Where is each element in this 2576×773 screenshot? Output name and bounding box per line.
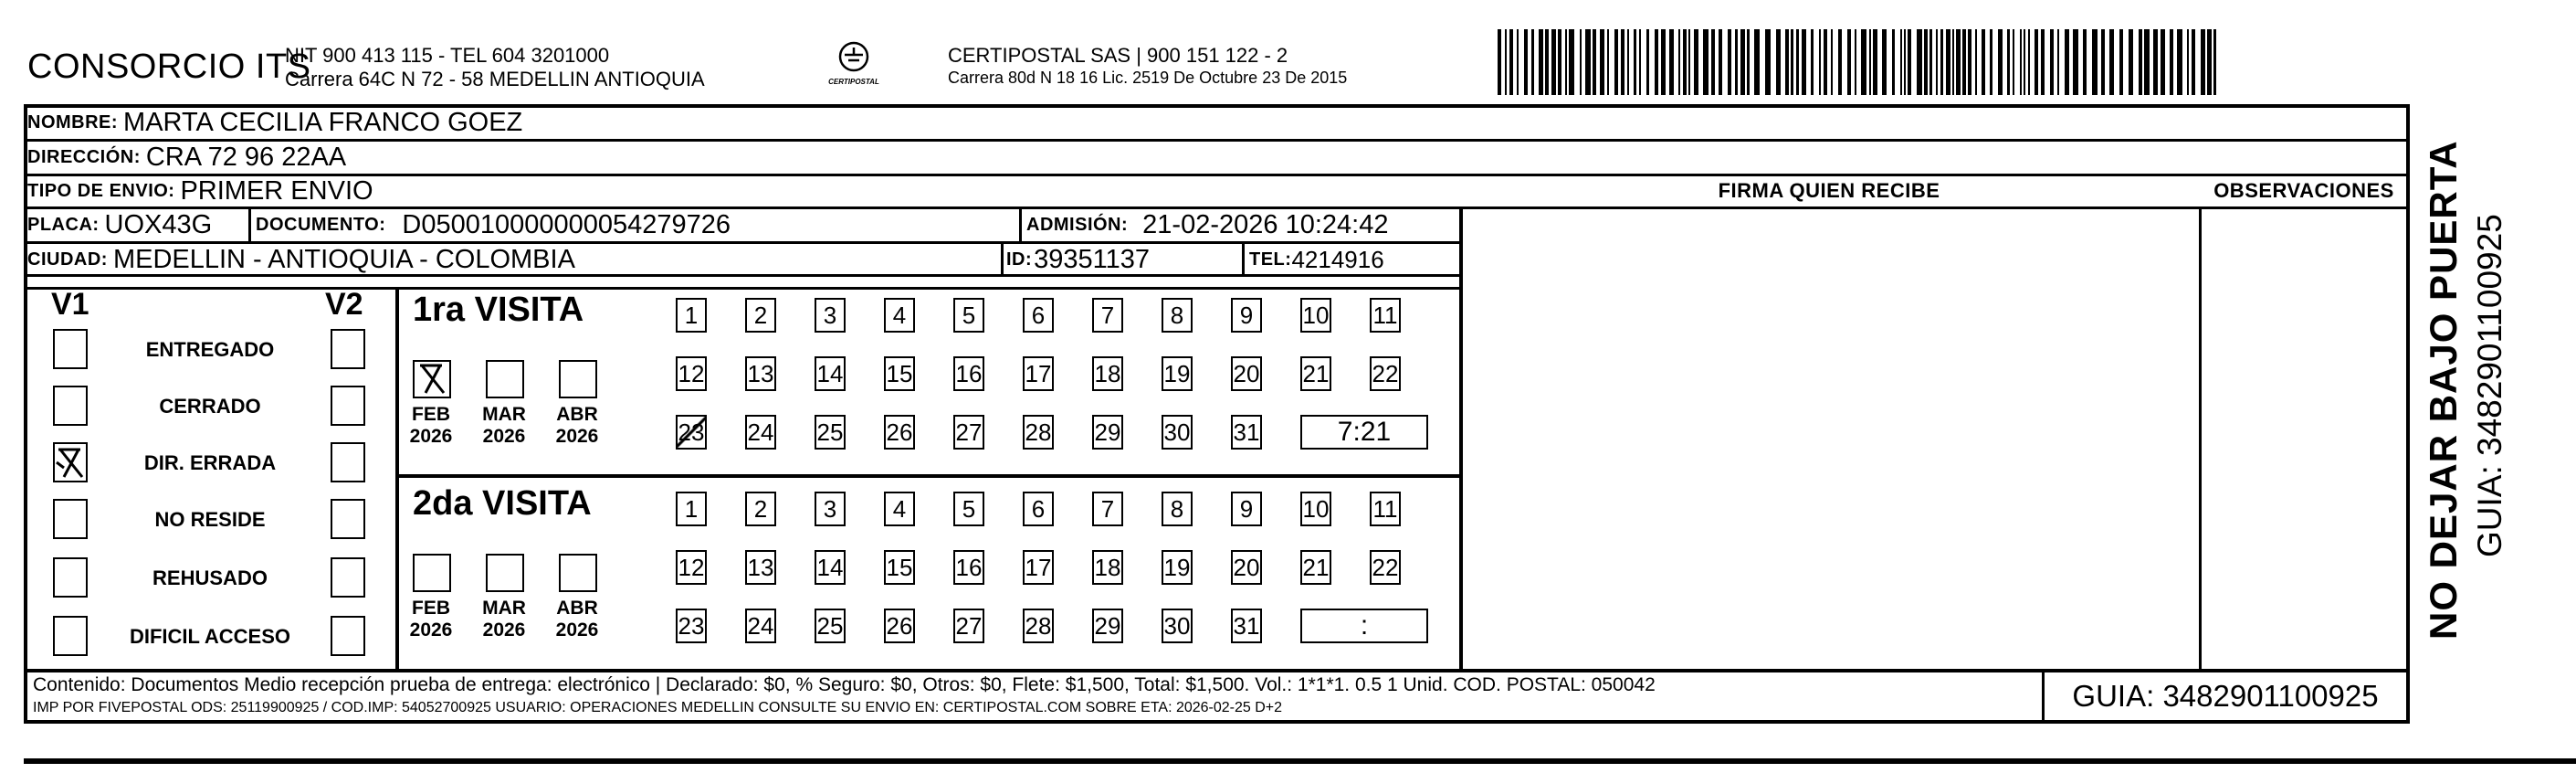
certipostal-logo-icon <box>837 40 870 73</box>
v2-checkbox[interactable] <box>331 442 365 482</box>
day-box[interactable]: 7 <box>1092 298 1123 333</box>
barcode-bar <box>1735 29 1738 95</box>
day-box[interactable]: 10 <box>1300 492 1331 526</box>
id-value: 39351137 <box>1034 244 1151 274</box>
month-label: ABR 2026 <box>555 404 599 447</box>
barcode-bar <box>2024 29 2025 95</box>
second-visit-title: 2da VISITA <box>413 484 592 523</box>
option-label: NO RESIDE <box>154 508 266 531</box>
barcode-bar <box>1524 29 1528 95</box>
company-name: CONSORCIO ITS <box>27 48 311 86</box>
v1-checkbox[interactable] <box>53 616 88 656</box>
barcode-bar <box>1802 29 1806 95</box>
barcode-bar <box>2129 29 2133 95</box>
tipo-envio-value: PRIMER ENVIO <box>180 175 373 206</box>
barcode-bar <box>1855 29 1856 95</box>
barcode-bar <box>1517 29 1519 95</box>
month-checkbox-abr[interactable] <box>559 554 597 592</box>
barcode-bar <box>1509 29 1513 95</box>
day-box[interactable]: 26 <box>884 609 915 643</box>
day-box[interactable]: 29 <box>1092 415 1123 450</box>
barcode-bar <box>2028 29 2030 95</box>
tel-cell <box>1249 243 1384 276</box>
day-box[interactable]: 13 <box>745 550 776 585</box>
barcode-bar <box>1545 29 1549 95</box>
visit-time-box[interactable]: : <box>1300 609 1428 643</box>
barcode-bar <box>1819 29 1821 95</box>
barcode-bar <box>1569 29 1574 95</box>
v2-checkbox[interactable] <box>331 329 365 369</box>
barcode-bar <box>2050 29 2054 95</box>
barcode-bar <box>1929 29 1932 95</box>
day-box[interactable]: 21 <box>1300 356 1331 391</box>
footer-print-info: IMP POR FIVEPOSTAL ODS: 25119900925 / COD.IMP: 54052700925 USUARIO: OPERACIONES MEDELLIN CONSULTE SU ENVIO EN: CERTIPOSTAL.COM SOBRE ETA: 2026-02-25 D+2 <box>33 700 1283 715</box>
option-label: REHUSADO <box>152 567 268 589</box>
day-box[interactable]: 5 <box>953 298 984 333</box>
direccion-value: CRA 72 96 22AA <box>145 142 347 172</box>
ciudad-value: MEDELLIN - ANTIOQUIA - COLOMBIA <box>112 244 575 274</box>
day-box[interactable]: 15 <box>884 356 915 391</box>
day-box[interactable]: 15 <box>884 550 915 585</box>
tel-label: TEL: <box>1249 249 1292 270</box>
barcode <box>1498 29 2228 95</box>
barcode-bar <box>2101 29 2105 95</box>
day-box[interactable]: 23 <box>676 609 707 643</box>
day-box[interactable]: 16 <box>953 356 984 391</box>
day-box[interactable]: 2 <box>745 492 776 526</box>
company-address: Carrera 64C N 72 - 58 MEDELLIN ANTIOQUIA <box>285 68 705 90</box>
barcode-bar <box>1952 29 1954 95</box>
barcode-bar <box>1924 29 1928 95</box>
barcode-bar <box>1565 29 1567 95</box>
barcode-bar <box>2161 29 2165 95</box>
barcode-bar <box>1824 29 1827 95</box>
day-box[interactable]: 10 <box>1300 298 1331 333</box>
v2-header: V2 <box>325 287 363 322</box>
logo-text: CERTIPOSTAL <box>828 78 879 86</box>
barcode-bar <box>1728 29 1731 95</box>
barcode-bar <box>1711 29 1715 95</box>
option-label: DIR. ERRADA <box>143 451 277 474</box>
day-box[interactable]: 14 <box>815 550 846 585</box>
barcode-bar <box>1754 29 1760 95</box>
v1-checkbox[interactable] <box>53 557 88 598</box>
day-box[interactable]: 4 <box>884 298 915 333</box>
day-box[interactable]: 27 <box>953 609 984 643</box>
month-checkbox-abr[interactable] <box>559 360 597 398</box>
day-box[interactable]: 26 <box>884 415 915 450</box>
month-label: ABR 2026 <box>555 598 599 641</box>
barcode-bar <box>2035 29 2038 95</box>
barcode-bar <box>1694 29 1698 95</box>
barcode-bar <box>2109 29 2114 95</box>
footer-content: Contenido: Documentos Medio recepción prueba de entrega: electrónico | Declarado: $0, % Seguro: $0, Otros: $0, Flete: $1,500, Total: $1,500. Vol.: 1*1*1. 0.5 1 Unid. COD. POSTAL: 050042 <box>33 674 1656 695</box>
tipo-envio-row <box>27 175 373 207</box>
barcode-bar <box>2065 29 2069 95</box>
barcode-bar <box>1614 29 1618 95</box>
barcode-bar <box>1593 29 1596 95</box>
barcode-bar <box>1917 29 1922 95</box>
certipostal-info <box>948 44 1347 88</box>
v1-checkbox[interactable] <box>53 329 88 369</box>
day-box[interactable]: 7 <box>1092 492 1123 526</box>
company-info <box>285 44 705 91</box>
nombre-row <box>27 106 522 139</box>
month-label: FEB 2026 <box>409 404 453 447</box>
month-label: MAR 2026 <box>482 404 526 447</box>
barcode-bar <box>2187 29 2189 95</box>
barcode-bar <box>1968 29 1971 95</box>
barcode-bar <box>1831 29 1833 95</box>
v2-checkbox[interactable] <box>331 499 365 539</box>
day-box[interactable]: 4 <box>884 492 915 526</box>
barcode-bar <box>1956 29 1961 95</box>
id-label: ID: <box>1006 249 1033 270</box>
documento-value: D050010000000054279726 <box>402 209 731 239</box>
documento-cell <box>256 208 731 241</box>
barcode-bar <box>1982 29 1985 95</box>
ciudad-label: CIUDAD: <box>27 249 108 270</box>
v1-header: V1 <box>51 287 89 322</box>
barcode-bar <box>1669 29 1674 95</box>
v2-checkbox[interactable] <box>331 616 365 656</box>
barcode-bar <box>2057 29 2059 95</box>
month-label: MAR 2026 <box>482 598 526 641</box>
placa-value: UOX43G <box>104 209 213 239</box>
day-box[interactable]: 1 <box>676 492 707 526</box>
barcode-bar <box>1847 29 1851 95</box>
day-box[interactable]: 23 <box>676 415 707 450</box>
day-box[interactable]: 27 <box>953 415 984 450</box>
nombre-value: MARTA CECILIA FRANCO GOEZ <box>123 107 523 137</box>
v1-checkbox[interactable] <box>53 386 88 426</box>
certipostal-license: Carrera 80d N 18 16 Lic. 2519 De Octubre 23 De 2015 <box>948 69 1348 87</box>
option-label: CERRADO <box>159 395 261 418</box>
barcode-bar <box>1719 29 1722 95</box>
barcode-bar <box>2020 29 2022 95</box>
company-nit: NIT 900 413 115 - TEL 604 3201000 <box>285 44 610 67</box>
checkmark-icon <box>415 362 449 397</box>
footer-guia: GUIA: 3482901100925 <box>2072 679 2379 713</box>
barcode-bar <box>2073 29 2078 95</box>
day-box[interactable]: 6 <box>1023 298 1054 333</box>
direccion-label: DIRECCIÓN: <box>27 146 141 167</box>
barcode-bar <box>2013 29 2014 95</box>
barcode-bar <box>1990 29 1992 95</box>
admision-label: ADMISIÓN: <box>1026 214 1129 235</box>
month-label: FEB 2026 <box>409 598 453 641</box>
barcode-bar <box>2213 29 2216 95</box>
first-visit-title: 1ra VISITA <box>413 291 584 329</box>
barcode-bar <box>1892 29 1895 95</box>
barcode-bar <box>1558 29 1561 95</box>
barcode-bar <box>1900 29 1902 95</box>
barcode-bar <box>1747 29 1750 95</box>
month-checkbox-feb[interactable] <box>413 554 451 592</box>
day-box[interactable]: 21 <box>1300 550 1331 585</box>
barcode-bar <box>2170 29 2173 95</box>
day-box[interactable]: 29 <box>1092 609 1123 643</box>
day-box[interactable]: 6 <box>1023 492 1054 526</box>
day-box[interactable]: 3 <box>815 298 846 333</box>
admision-value: 21-02-2026 10:24:42 <box>1142 209 1389 239</box>
day-box[interactable]: 19 <box>1162 356 1193 391</box>
barcode-bar <box>1869 29 1871 95</box>
barcode-bar <box>2092 29 2098 95</box>
ciudad-row <box>27 243 575 276</box>
day-box[interactable]: 5 <box>953 492 984 526</box>
barcode-bar <box>1791 29 1793 95</box>
barcode-bar <box>1811 29 1814 95</box>
barcode-bar <box>1600 29 1604 95</box>
barcode-bar <box>1639 29 1641 95</box>
month-checkbox-mar[interactable] <box>486 360 524 398</box>
barcode-bar <box>1882 29 1887 95</box>
day-box[interactable]: 25 <box>815 609 846 643</box>
day-box[interactable]: 24 <box>745 415 776 450</box>
barcode-bar <box>2177 29 2182 95</box>
barcode-bar <box>2119 29 2123 95</box>
barcode-bar <box>1785 29 1789 95</box>
barcode-bar <box>1765 29 1771 95</box>
nombre-label: NOMBRE: <box>27 111 119 132</box>
v2-checkbox[interactable] <box>331 557 365 598</box>
barcode-bar <box>1661 29 1666 95</box>
v1-checkbox[interactable] <box>53 442 88 482</box>
barcode-bar <box>2041 29 2045 95</box>
day-box[interactable]: 1 <box>676 298 707 333</box>
barcode-bar <box>1796 29 1799 95</box>
day-box[interactable]: 28 <box>1023 415 1054 450</box>
day-box[interactable]: 8 <box>1162 492 1193 526</box>
option-label: ENTREGADO <box>145 338 275 361</box>
barcode-bar <box>1585 29 1591 95</box>
day-box[interactable]: 20 <box>1231 356 1262 391</box>
barcode-bar <box>1634 29 1636 95</box>
day-box[interactable]: 11 <box>1370 492 1401 526</box>
placa-label: PLACA: <box>27 214 100 235</box>
barcode-bar <box>1655 29 1658 95</box>
side-notice: NO DEJAR BAJO PUERTA <box>2422 140 2465 640</box>
barcode-bar <box>1838 29 1842 95</box>
barcode-bar <box>1683 29 1687 95</box>
barcode-bar <box>1539 29 1543 95</box>
firma-header: FIRMA QUIEN RECIBE <box>1718 179 1940 202</box>
day-box[interactable]: 25 <box>815 415 846 450</box>
placa-row <box>27 208 212 241</box>
day-box[interactable]: 22 <box>1370 550 1401 585</box>
day-box[interactable]: 24 <box>745 609 776 643</box>
day-box[interactable]: 14 <box>815 356 846 391</box>
barcode-bar <box>2207 29 2212 95</box>
day-box[interactable]: 18 <box>1092 356 1123 391</box>
barcode-bar <box>2083 29 2087 95</box>
id-cell <box>1006 243 1150 276</box>
day-box[interactable]: 19 <box>1162 550 1193 585</box>
barcode-bar <box>1646 29 1649 95</box>
barcode-bar <box>1908 29 1911 95</box>
day-box[interactable]: 18 <box>1092 550 1123 585</box>
barcode-bar <box>1998 29 2003 95</box>
visit-time-box[interactable]: 7:21 <box>1300 415 1428 450</box>
day-box[interactable]: 3 <box>815 492 846 526</box>
day-box[interactable]: 17 <box>1023 356 1054 391</box>
barcode-bar <box>1936 29 1938 95</box>
day-box[interactable]: 8 <box>1162 298 1193 333</box>
barcode-bar <box>1678 29 1680 95</box>
admision-cell <box>1026 208 1388 241</box>
barcode-bar <box>1740 29 1745 95</box>
month-checkbox-feb[interactable] <box>413 360 451 398</box>
barcode-bar <box>1904 29 1906 95</box>
barcode-bar <box>2192 29 2195 95</box>
barcode-bar <box>2139 29 2142 95</box>
checkmark-icon <box>55 444 86 481</box>
day-box[interactable]: 12 <box>676 356 707 391</box>
barcode-bar <box>1703 29 1709 95</box>
barcode-bar <box>1498 29 1501 95</box>
day-box[interactable]: 9 <box>1231 298 1262 333</box>
observaciones-header: OBSERVACIONES <box>2213 179 2394 202</box>
day-box[interactable]: 11 <box>1370 298 1401 333</box>
barcode-bar <box>1627 29 1629 95</box>
month-checkbox-mar[interactable] <box>486 554 524 592</box>
tel-value: 4214916 <box>1291 245 1384 273</box>
day-box[interactable]: 30 <box>1162 415 1193 450</box>
barcode-bar <box>2144 29 2150 95</box>
day-box[interactable]: 9 <box>1231 492 1262 526</box>
barcode-bar <box>1776 29 1781 95</box>
certipostal-logo <box>826 40 881 86</box>
day-box[interactable]: 28 <box>1023 609 1054 643</box>
option-label: DIFICIL ACCESO <box>129 625 290 648</box>
v2-checkbox[interactable] <box>331 386 365 426</box>
day-box[interactable]: 31 <box>1231 415 1262 450</box>
barcode-bar <box>2201 29 2205 95</box>
day-box[interactable]: 17 <box>1023 550 1054 585</box>
side-guia: GUIA: 3482901100925 <box>2471 214 2508 557</box>
barcode-bar <box>1621 29 1624 95</box>
barcode-bar <box>2153 29 2158 95</box>
day-box[interactable]: 30 <box>1162 609 1193 643</box>
direccion-row <box>27 141 346 174</box>
barcode-bar <box>1873 29 1877 95</box>
barcode-bar <box>2007 29 2010 95</box>
barcode-bar <box>1580 29 1582 95</box>
day-box[interactable]: 2 <box>745 298 776 333</box>
barcode-bar <box>1688 29 1690 95</box>
v1-checkbox[interactable] <box>53 499 88 539</box>
documento-label: DOCUMENTO: <box>256 214 386 235</box>
day-box[interactable]: 16 <box>953 550 984 585</box>
barcode-bar <box>1962 29 1966 95</box>
tipo-envio-label: TIPO DE ENVIO: <box>27 180 175 201</box>
barcode-bar <box>1551 29 1556 95</box>
day-box[interactable]: 31 <box>1231 609 1262 643</box>
barcode-bar <box>1505 29 1507 95</box>
day-box[interactable]: 13 <box>745 356 776 391</box>
barcode-bar <box>1531 29 1534 95</box>
barcode-bar <box>1861 29 1866 95</box>
barcode-bar <box>1946 29 1950 95</box>
day-box[interactable]: 12 <box>676 550 707 585</box>
day-box[interactable]: 22 <box>1370 356 1401 391</box>
barcode-bar <box>1940 29 1943 95</box>
day-box[interactable]: 20 <box>1231 550 1262 585</box>
barcode-bar <box>1607 29 1609 95</box>
barcode-bar <box>1975 29 1977 95</box>
certipostal-nit: CERTIPOSTAL SAS | 900 151 122 - 2 <box>948 44 1288 67</box>
